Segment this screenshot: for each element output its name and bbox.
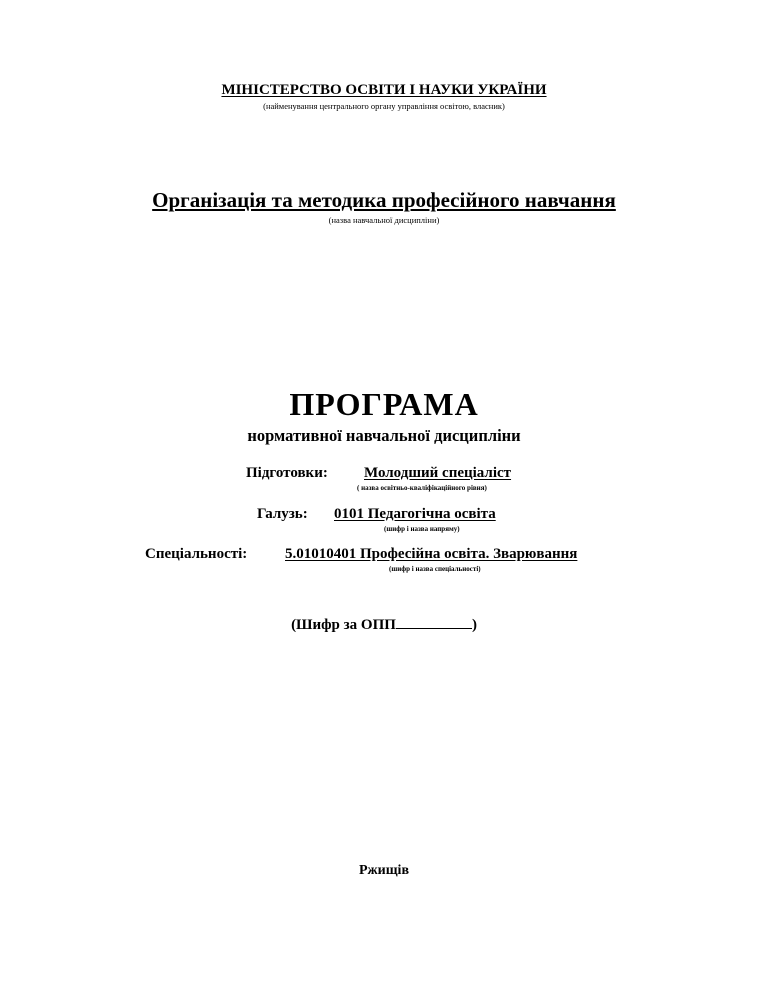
program-subtitle: нормативної навчальної дисципліни: [247, 426, 521, 445]
preparation-label: Підготовки:: [246, 465, 328, 481]
program-title: ПРОГРАМА: [289, 386, 479, 422]
cipher-blank: [396, 614, 472, 629]
cipher-line: [0, 614, 768, 634]
preparation-caption: ( назва освітньо-кваліфікаційного рівня): [357, 484, 487, 492]
field-caption: (шифр і назва напряму): [384, 525, 460, 533]
specialty-label: Спеціальності:: [145, 546, 248, 562]
ministry-name: МІНІСТЕРСТВО ОСВІТИ І НАУКИ УКРАЇНИ: [221, 82, 547, 98]
preparation-value: Молодший спеціаліст: [364, 465, 512, 481]
cipher-suffix: ): [471, 617, 477, 633]
specialty-value: 5.01010401 Професійна освіта. Зварювання: [285, 546, 578, 562]
cipher-prefix: (Шифр за ОПП: [291, 617, 396, 633]
field-value: 0101 Педагогічна освіта: [334, 506, 496, 522]
discipline-caption: (назва навчальної дисципліни): [328, 215, 440, 225]
city-name: Ржищів: [358, 863, 410, 878]
field-label: Галузь:: [257, 506, 308, 522]
specialty-caption: (шифр і назва спеціальності): [389, 565, 481, 573]
ministry-caption: (найменування центрального органу управління освітою, власник): [263, 101, 505, 111]
discipline-title: Організація та методика професійного навчання: [152, 188, 616, 212]
